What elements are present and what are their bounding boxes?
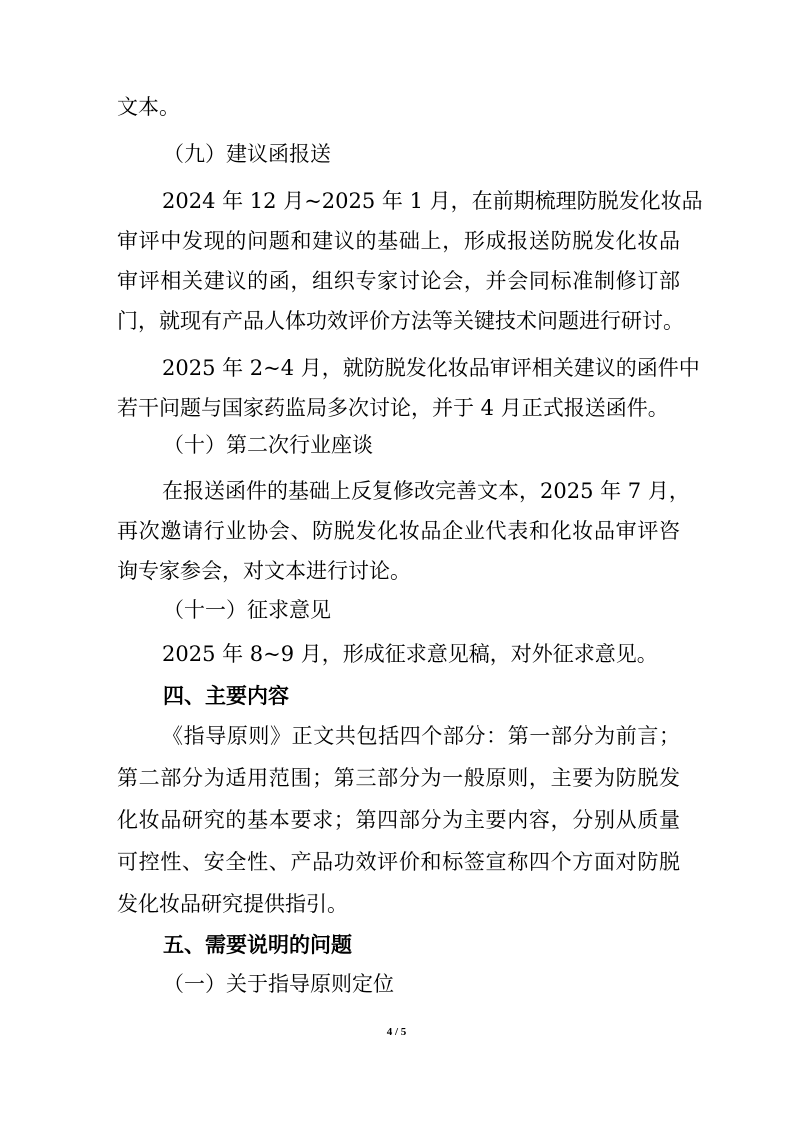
body-text-line: 在报送函件的基础上反复修改完善文本，2025 年 7 月，: [162, 479, 690, 503]
section-heading-9: （九）建议函报送: [163, 142, 331, 166]
body-text-line: 审评相关建议的函，组织专家讨论会，并会同标准制修订部: [117, 269, 680, 293]
page-number: 4 / 5: [386, 1026, 407, 1038]
body-text-line: 第二部分为适用范围；第三部分为一般原则，主要为防脱发: [117, 766, 680, 790]
body-text-line: 发化妆品研究提供指引。: [117, 892, 348, 916]
body-text-line: 《指导原则》正文共包括四个部分：第一部分为前言；: [162, 724, 680, 748]
body-text-line: 2024 年 12 月~2025 年 1 月，在前期梳理防脱发化妆品: [162, 189, 703, 213]
body-text-line: 询专家参会，对文本进行讨论。: [117, 559, 411, 583]
body-text-line: 可控性、安全性、产品功效评价和标签宣称四个方面对防脱: [117, 850, 680, 874]
chapter-heading-5: 五、需要说明的问题: [163, 933, 352, 957]
chapter-heading-4: 四、主要内容: [163, 684, 289, 708]
section-heading-1: （一）关于指导原则定位: [163, 972, 394, 996]
body-text-line: 2025 年 2~4 月，就防脱发化妆品审评相关建议的函件中: [162, 356, 700, 380]
body-text-line: 审评中发现的问题和建议的基础上，形成报送防脱发化妆品: [117, 229, 680, 253]
body-text-line: 再次邀请行业协会、防脱发化妆品企业代表和化妆品审评咨: [117, 519, 680, 543]
paragraph-tail: 文本。: [117, 95, 180, 119]
body-text-line: 若干问题与国家药监局多次讨论，并于 4 月正式报送函件。: [117, 396, 669, 420]
body-text-line: 门，就现有产品人体功效评价方法等关键技术问题进行研讨。: [117, 309, 684, 333]
body-text-line: 2025 年 8~9 月，形成征求意见稿，对外征求意见。: [162, 642, 658, 666]
section-heading-10: （十）第二次行业座谈: [163, 433, 373, 457]
section-heading-11: （十一）征求意见: [163, 598, 331, 622]
body-text-line: 化妆品研究的基本要求；第四部分为主要内容，分别从质量: [117, 808, 680, 832]
